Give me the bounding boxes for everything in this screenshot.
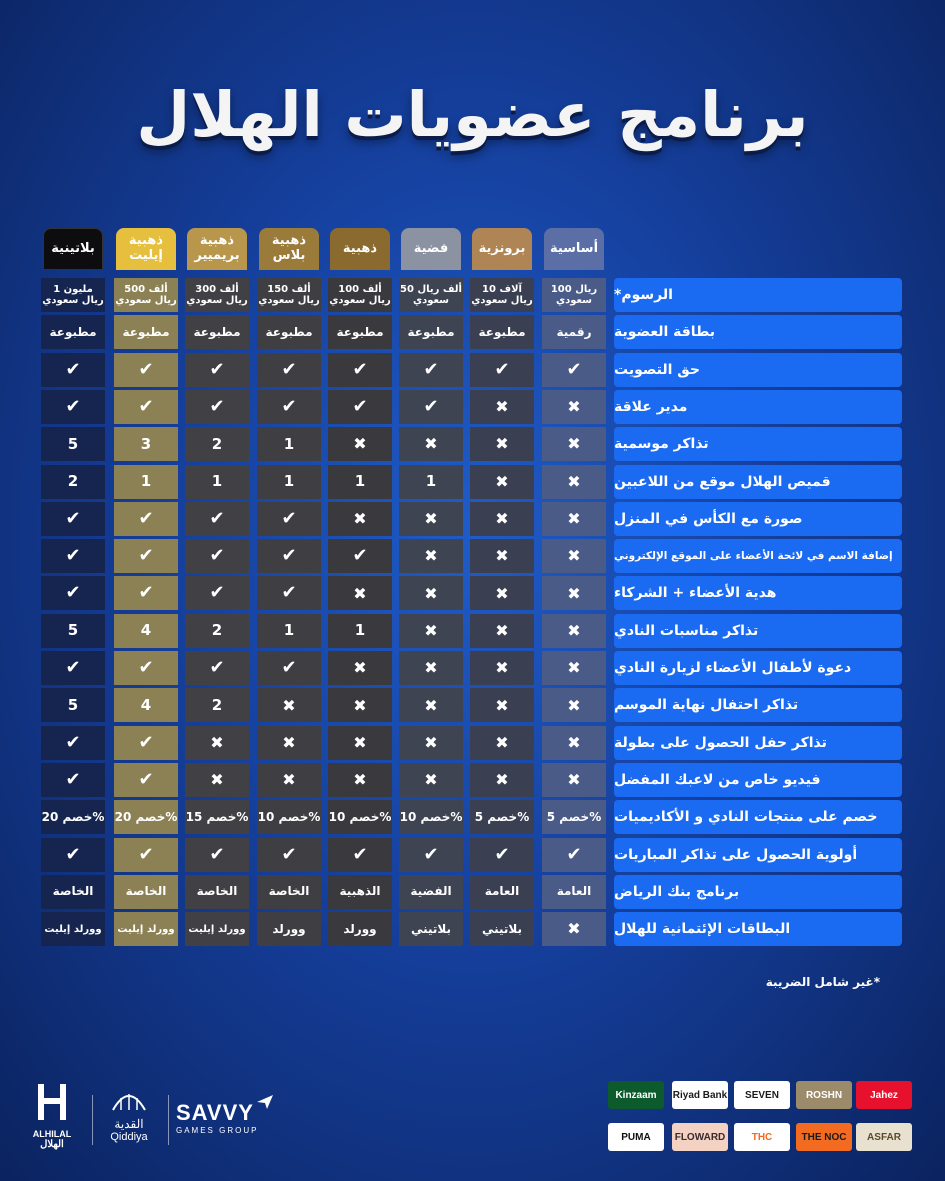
cross-icon [542,688,606,722]
cross-icon [542,912,606,946]
table-cell: 2 [185,688,249,722]
check-icon [41,353,105,387]
table-cell: وورلد إيليت [114,912,178,946]
check-icon [257,502,321,536]
cross-icon [542,390,606,424]
row-label: صورة مع الكأس في المنزل [614,502,902,536]
cross-icon [399,688,463,722]
table-cell: 1 [185,465,249,499]
table-cell: الخاصة [41,875,105,909]
page-title: برنامج عضويات الهلال [136,78,809,151]
check-icon [257,390,321,424]
table-cell: مطبوعة [470,315,534,349]
cross-icon [399,763,463,797]
sponsor-logo: SEVEN [734,1081,790,1109]
row-label: تذاكر احتفال نهاية الموسم [614,688,902,722]
check-icon [41,539,105,573]
table-row [0,688,945,722]
check-icon [470,838,534,872]
sponsor-logo: THC [734,1123,790,1151]
check-icon [470,353,534,387]
table-row [0,651,945,685]
tier-header: ذهبية بريميير [187,228,247,270]
cross-icon [542,651,606,685]
check-icon [41,576,105,610]
row-label: هدية الأعضاء + الشركاء [614,576,902,610]
table-cell: 100 ريال سعودي [542,278,606,312]
savvy-sub: GAMES GROUP [176,1126,259,1135]
table-row [0,838,945,872]
table-cell: 1 [328,614,392,648]
cross-icon [328,502,392,536]
cross-icon [470,539,534,573]
table-cell: 50 ألف ريال سعودي [399,278,463,312]
row-label: حق التصويت [614,353,902,387]
check-icon [399,353,463,387]
table-cell: الخاصة [114,875,178,909]
cross-icon [542,763,606,797]
table-cell: وورلد إيليت [41,912,105,946]
row-label: البطاقات الإئتمانية للهلال [614,912,902,946]
table-cell: الخاصة [185,875,249,909]
check-icon [41,390,105,424]
cross-icon [542,502,606,536]
table-cell: مطبوعة [114,315,178,349]
check-icon [114,353,178,387]
cross-icon [542,465,606,499]
row-label: برنامج بنك الرياض [614,875,902,909]
check-icon [257,838,321,872]
check-icon [41,726,105,760]
table-cell: 300 ألف ريال سعودي [185,278,249,312]
table-cell: 1 مليون ريال سعودي [41,278,105,312]
savvy-arrow-icon [256,1094,274,1110]
check-icon [257,539,321,573]
table-row [0,315,945,349]
check-icon [185,539,249,573]
table-cell: خصم 20% [41,800,105,834]
cross-icon [470,614,534,648]
check-icon [185,353,249,387]
sponsor-logo: THE NOC [796,1123,852,1151]
cross-icon [328,688,392,722]
table-row [0,912,945,946]
cross-icon [542,576,606,610]
table-cell: 2 [185,427,249,461]
table-cell: العامة [542,875,606,909]
table-cell: بلاتيني [470,912,534,946]
check-icon [114,502,178,536]
check-icon [114,763,178,797]
tier-header: برونزية [472,228,532,270]
table-cell: 4 [114,688,178,722]
check-icon [185,651,249,685]
check-icon [41,838,105,872]
check-icon [257,576,321,610]
qiddiya-logo [98,1088,160,1143]
table-cell: 3 [114,427,178,461]
check-icon [114,390,178,424]
table-row [0,875,945,909]
qiddiya-en: Qiddiya [110,1131,148,1143]
table-cell: خصم 15% [185,800,249,834]
qiddiya-ar: القدية [114,1117,144,1131]
table-cell: 4 [114,614,178,648]
row-label: دعوة لأطفال الأعضاء لزيارة النادي [614,651,902,685]
table-row [0,614,945,648]
tax-note: *غير شامل الضريبة [765,975,880,989]
row-label: إضافة الاسم في لائحة الأعضاء على الموقع الإلكتروني [614,539,902,573]
tier-header: بلاتينية [43,228,103,270]
table-cell: العامة [470,875,534,909]
check-icon [328,353,392,387]
table-cell: الخاصة [257,875,321,909]
row-label: فيديو خاص من لاعبك المفضل [614,763,902,797]
check-icon [399,390,463,424]
check-icon [399,838,463,872]
table-row [0,576,945,610]
cross-icon [542,427,606,461]
alhilal-logo [24,1080,80,1150]
table-cell: 100 ألف ريال سعودي [328,278,392,312]
table-row [0,465,945,499]
table-cell: 2 [41,465,105,499]
table-cell: 1 [257,465,321,499]
table-row [0,800,945,834]
table-cell: مطبوعة [41,315,105,349]
table-cell: 1 [328,465,392,499]
row-label: تذاكر حفل الحصول على بطولة [614,726,902,760]
cross-icon [470,763,534,797]
check-icon [185,838,249,872]
cross-icon [328,427,392,461]
cross-icon [328,763,392,797]
cross-icon [470,390,534,424]
table-row [0,353,945,387]
cross-icon [399,726,463,760]
cross-icon [399,502,463,536]
tier-header: ذهبية بلاس [259,228,319,270]
cross-icon [399,651,463,685]
table-row [0,390,945,424]
table-cell: الذهبية [328,875,392,909]
check-icon [185,576,249,610]
table-row [0,502,945,536]
row-label: أولوية الحصول على تذاكر المباريات [614,838,902,872]
cross-icon [470,651,534,685]
tier-header: فضية [401,228,461,270]
tier-header: أساسية [544,228,604,270]
check-icon [114,651,178,685]
sponsor-logo: FLOWARD [672,1123,728,1151]
table-cell: 1 [257,427,321,461]
cross-icon [399,427,463,461]
table-cell: مطبوعة [257,315,321,349]
tier-header: ذهبية [330,228,390,270]
alhilal-ar: الهلال [40,1139,64,1150]
sponsor-logo: Jahez [856,1081,912,1109]
cross-icon [470,576,534,610]
cross-icon [257,688,321,722]
table-row [0,539,945,573]
table-row [0,726,945,760]
cross-icon [399,576,463,610]
table-cell: وورلد [328,912,392,946]
table-cell: 1 [114,465,178,499]
row-label: بطاقة العضوية [614,315,902,349]
check-icon [328,838,392,872]
cross-icon [470,502,534,536]
row-label: قميص الهلال موقع من اللاعبين [614,465,902,499]
sponsor-logo: Kinzaam [608,1081,664,1109]
sponsor-logo: Riyad Bank [672,1081,728,1109]
check-icon [185,502,249,536]
check-icon [41,763,105,797]
check-icon [114,838,178,872]
table-cell: 500 ألف ريال سعودي [114,278,178,312]
table-cell: 2 [185,614,249,648]
cross-icon [328,651,392,685]
table-cell: خصم 5% [470,800,534,834]
check-icon [257,353,321,387]
table-cell: مطبوعة [185,315,249,349]
table-row [0,278,945,312]
savvy-text: SAVVY [176,1100,254,1125]
table-cell: خصم 20% [114,800,178,834]
cross-icon [542,539,606,573]
row-label: تذاكر موسمية [614,427,902,461]
cross-icon [328,576,392,610]
cross-icon [542,614,606,648]
table-cell: الفضية [399,875,463,909]
table-cell: وورلد [257,912,321,946]
cross-icon [185,726,249,760]
table-cell: خصم 10% [257,800,321,834]
cross-icon [328,726,392,760]
check-icon [328,539,392,573]
table-cell: مطبوعة [328,315,392,349]
check-icon [41,651,105,685]
cross-icon [399,614,463,648]
cross-icon [470,688,534,722]
table-cell: وورلد إيليت [185,912,249,946]
cross-icon [399,539,463,573]
check-icon [114,576,178,610]
cross-icon [185,763,249,797]
cross-icon [470,726,534,760]
table-cell: 1 [257,614,321,648]
cross-icon [470,465,534,499]
table-row [0,763,945,797]
row-label: مدير علاقة [614,390,902,424]
cross-icon [542,726,606,760]
sponsor-logo: ASFAR [856,1123,912,1151]
table-cell: 5 [41,427,105,461]
cross-icon [257,726,321,760]
check-icon [328,390,392,424]
table-cell: خصم 10% [328,800,392,834]
qiddiya-mark-icon [109,1088,149,1112]
cross-icon [257,763,321,797]
tier-header: ذهبية إيليت [116,228,176,270]
row-label: الرسوم* [614,278,902,312]
check-icon [41,502,105,536]
row-label: تذاكر مناسبات النادي [614,614,902,648]
check-icon [257,651,321,685]
alhilal-crest-icon [32,1080,72,1124]
check-icon [114,539,178,573]
check-icon [542,353,606,387]
sponsor-logo: ROSHN [796,1081,852,1109]
table-cell: 150 ألف ريال سعودي [257,278,321,312]
table-cell: خصم 10% [399,800,463,834]
table-cell: 1 [399,465,463,499]
check-icon [542,838,606,872]
cross-icon [470,427,534,461]
table-cell: 10 آلاف ريال سعودي [470,278,534,312]
table-cell: 5 [41,614,105,648]
table-cell: 5 [41,688,105,722]
table-row [0,427,945,461]
table-cell: رقمية [542,315,606,349]
table-cell: خصم 5% [542,800,606,834]
table-cell: مطبوعة [399,315,463,349]
check-icon [185,390,249,424]
row-label: خصم على منتجات النادي و الأكاديميات [614,800,902,834]
table-cell: بلاتيني [399,912,463,946]
sponsor-logo: PUMA [608,1123,664,1151]
alhilal-en: ALHILAL [32,1129,72,1139]
check-icon [114,726,178,760]
